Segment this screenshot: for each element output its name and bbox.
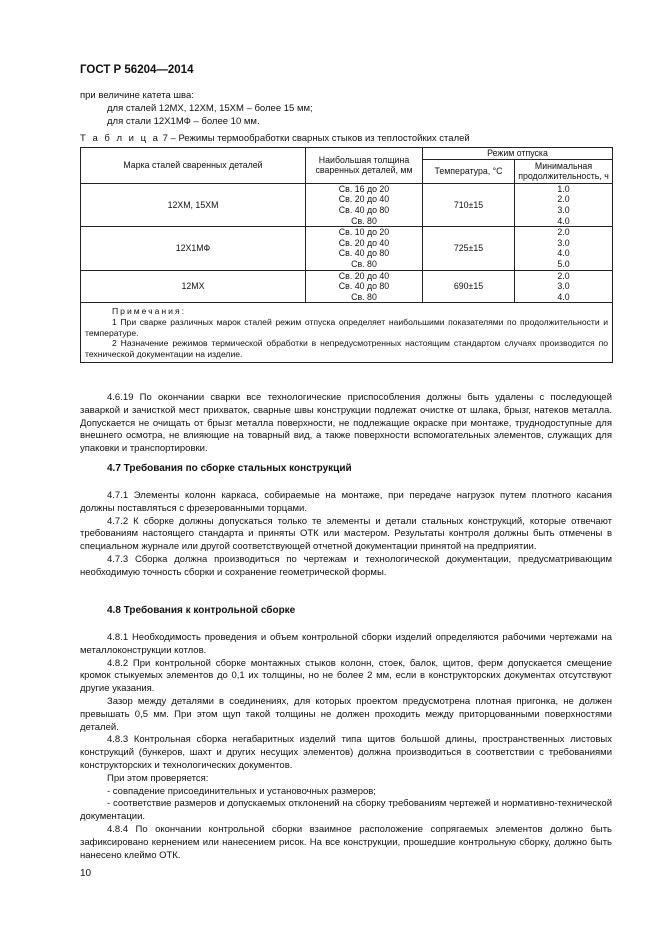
temperature-cell: 710±15: [423, 183, 515, 226]
list-item: - соответствие размеров и допускаемых отклонений на сборку требованиям чертежей и нормативно-технической документации.: [80, 798, 612, 823]
thickness-value: Св. 80: [351, 215, 377, 226]
grade-cell: 12ХМ, 15ХМ: [81, 183, 306, 226]
thickness-value: Св. 20 до 40: [338, 194, 390, 205]
section-4-7-body: [80, 490, 612, 580]
note-2: 2 Назначение режимов термической обработки в непредусмотренных настоящим стандартом случаях производится по технической документации на изделие.: [85, 338, 609, 359]
body-paragraph: 4.7.3 Сборка должна производиться по чертежам и технологической документации, предусматривающим необходимую точность сборки и сохранение геометрической формы.: [80, 553, 612, 578]
table-7-wrapper: [80, 147, 612, 363]
list-item: - совпадение присоединительных и установочных размеров;: [107, 785, 376, 797]
intro-line: при величине катета шва:: [80, 90, 194, 101]
body-paragraph: 4.6.19 По окончании сварки все технологические приспособления должны быть удалены с последующей заваркой и зачисткой мест прихваток, сварные швы конструкции подлежат очистке от шлака, брызг, натеков металла. Допускается не очищать от брызг металла поверхности, не подлежащие окраске при монтаже, труднодоступные для внешнего осмотра, не влияющие на товарный вид, а также поверхности вспомогательных элементов, служащих для упаковки и транспортировки.: [80, 392, 612, 455]
thickness-value: Св. 16 до 20: [338, 183, 390, 194]
body-paragraph: 4.8.3 Контрольная сборка негабаритных изделий типа щитов большой длины, пространственных листовых конструкций (бункеров, шахт и других несущих элементов) должна производиться в соответствии с требованиями конструкторских и технологических документов.: [80, 734, 612, 771]
grade-cell: 12Х1МФ: [81, 227, 306, 270]
body-paragraph: При этом проверяется:: [107, 772, 209, 784]
thickness-value: Св. 40 до 80: [338, 204, 390, 215]
duration-value: 3.0: [557, 204, 570, 215]
table-notes: [81, 303, 613, 363]
thickness-value: Св. 80: [351, 291, 377, 302]
note-1: 1 При сварке различных марок сталей режим отпуска определяет наибольшими показателями по продолжительности и температуре.: [85, 316, 609, 338]
intro-block: [80, 90, 612, 128]
duration-value: 2.0: [557, 227, 570, 238]
duration-value: 3.0: [557, 281, 570, 292]
thickness-value: Св. 20 до 40: [338, 270, 390, 281]
duration-value: 4.0: [557, 248, 570, 259]
thickness-cell: [306, 183, 423, 226]
section-4-8-body: [80, 632, 612, 862]
duration-value: 2.0: [557, 270, 570, 281]
body-paragraph: 4.7.2 К сборке должны допускаться только те элементы и детали стальных конструкций, которые отвечают требованиям настоящего стандарта и приняты ОТК или мастером. Результаты контроля должны быть отмечены в специальном журнале или другой соответствующей отчетной документации принятой на предприятии.: [80, 515, 612, 553]
thickness-cell: [306, 227, 423, 270]
body-paragraph: 4.8.1 Необходимость проведения и объем контрольной сборки изделий определяются рабочими чертежами на металлоконструкции котлов.: [80, 632, 612, 656]
thickness-value: Св. 40 до 80: [338, 248, 390, 259]
paragraph-4-6-19: [80, 392, 612, 456]
body-paragraph: 4.8.4 По окончании контрольной сборки взаимное расположение сопрягаемых элементов должно быть зафиксировано кернением или нанесением рисок. На все конструкции, прошедшие контрольную сборку, должно быть нанесено клеймо ОТК.: [80, 823, 612, 861]
section-4-7-title: 4.7 Требования по сборке стальных конструкций: [107, 463, 352, 474]
duration-value: 3.0: [557, 237, 570, 248]
body-paragraph: 4.8.2 При контрольной сборке монтажных стыков колонн, стоек, балок, щитов, ферм допускается смещение кромок стыкуемых элементов до 0,1 их толщины, но не более 2 мм, если в конструкторских документах отсутствуют другие указания.: [80, 657, 612, 695]
table-row: [81, 270, 613, 303]
notes-title: Примечания:: [112, 306, 187, 317]
col-header-thickness: Наибольшая толщина сваренных деталей, мм: [306, 148, 423, 184]
duration-value: 5.0: [557, 258, 570, 269]
intro-line: для стали 12Х1МФ – более 10 мм.: [107, 115, 260, 127]
duration-cell: [515, 227, 613, 270]
thickness-value: Св. 80: [351, 258, 377, 269]
thickness-cell: [306, 270, 423, 303]
body-paragraph: 4.7.1 Элементы колонн каркаса, собираемые на монтаже, при передаче нагрузок путем плотного касания должны поставляться с фрезерованными торцами.: [80, 490, 612, 514]
temperature-cell: 725±15: [423, 227, 515, 270]
duration-value: 2.0: [557, 194, 570, 205]
temperature-cell: 690±15: [423, 270, 515, 303]
table-caption-prefix: Т а б л и ц а: [80, 133, 160, 144]
col-header-temperature: Температура, °С: [423, 159, 515, 183]
document-code: ГОСТ Р 56204—2014: [80, 64, 194, 76]
duration-cell: [515, 270, 613, 303]
table-7: [80, 147, 613, 363]
table-caption-text: 7 – Режимы термообработки сварных стыков из теплостойких сталей: [162, 133, 470, 144]
body-paragraph: Зазор между деталями в соединениях, для которых проектом предусмотрена плотная пригонка, не должен превышать 0,5 мм. При этом щуп такой толщины не должен проходить между приторцованными поверхностями деталей.: [80, 695, 612, 733]
thickness-value: Св. 40 до 80: [338, 281, 390, 292]
page-number: 10: [80, 868, 92, 879]
grade-cell: 12МХ: [81, 270, 306, 303]
table-caption: [80, 133, 612, 146]
thickness-value: Св. 10 до 20: [338, 227, 390, 238]
duration-value: 4.0: [557, 291, 570, 302]
table-notes-row: [81, 303, 613, 363]
col-header-tempering: Режим отпуска: [423, 148, 613, 160]
table-row: [81, 227, 613, 270]
thickness-value: Св. 20 до 40: [338, 237, 390, 248]
duration-value: 1.0: [557, 183, 570, 194]
duration-value: 4.0: [557, 215, 570, 226]
table-row: [81, 183, 613, 226]
col-header-duration: Минимальная продолжительность, ч: [515, 159, 613, 183]
duration-cell: [515, 183, 613, 226]
col-header-grade: Марка сталей сваренных деталей: [81, 148, 306, 184]
section-4-8-title: 4.8 Требования к контрольной сборке: [107, 605, 296, 616]
intro-line: для сталей 12МХ, 12ХМ, 15ХМ – более 15 мм;: [107, 102, 313, 114]
